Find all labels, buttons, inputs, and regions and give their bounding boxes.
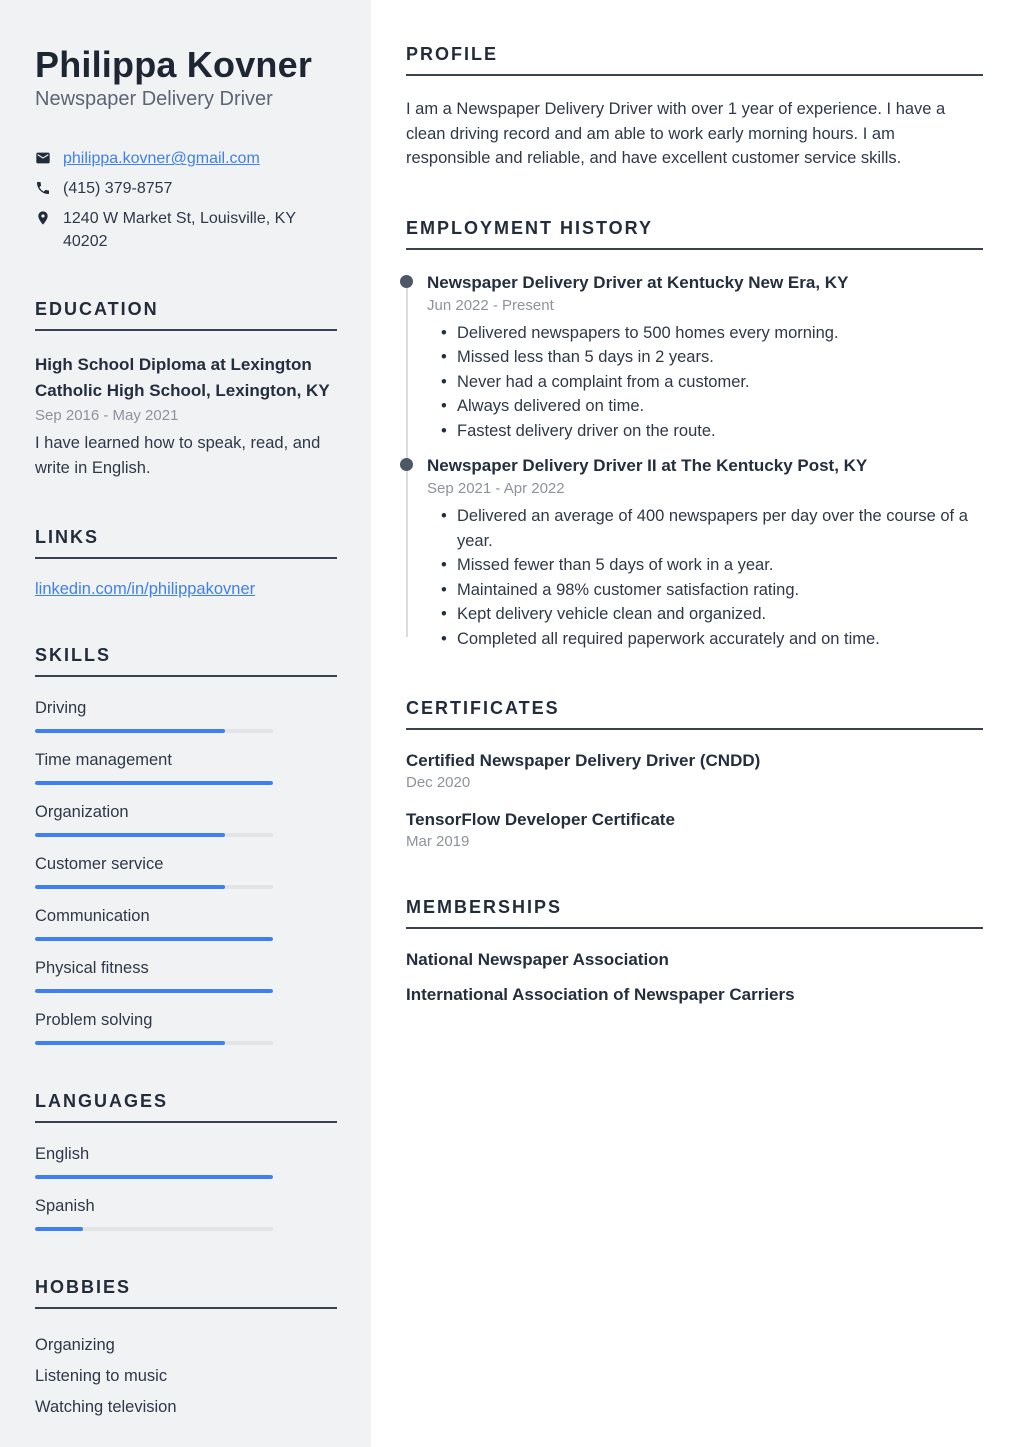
language-item: [35, 1196, 337, 1231]
job-bullet: • Kept delivery vehicle clean and organized.: [427, 602, 983, 627]
contact-block: [35, 147, 337, 253]
languages-section: [35, 1091, 337, 1231]
contact-phone-row: [35, 177, 337, 200]
skill-bar: [35, 729, 273, 733]
timeline-dot: [400, 458, 413, 471]
certificate-item: [406, 810, 983, 850]
education-heading: EDUCATION: [35, 299, 337, 331]
skill-bar: [35, 781, 273, 785]
skill-item: [35, 854, 337, 889]
skill-bar-fill: [35, 1041, 225, 1045]
profile-text: I am a Newspaper Delivery Driver with over 1 year of experience. I have a clean driving record and am able to work early morning hours. I am responsible and reliable, and have excellent customer service skills.: [406, 100, 946, 167]
links-heading: LINKS: [35, 527, 337, 559]
job-entry: [427, 454, 983, 651]
hobbies-heading: HOBBIES: [35, 1277, 337, 1309]
profile-section: [406, 44, 983, 171]
certificate-title: TensorFlow Developer Certificate: [406, 810, 675, 829]
phone-number: (415) 379-8757: [63, 180, 173, 198]
skill-label: Driving: [35, 699, 87, 718]
skill-bar-fill: [35, 885, 225, 889]
skill-label: Organization: [35, 803, 129, 822]
skill-label: Communication: [35, 907, 150, 926]
job-title: Newspaper Delivery Driver II at The Kentucky Post, KY: [427, 456, 868, 475]
contact-email-row: [35, 147, 337, 170]
job-bullet: • Fastest delivery driver on the route.: [427, 419, 983, 444]
skill-bar-fill: [35, 781, 273, 785]
job-bullet: • Never had a complaint from a customer.: [427, 370, 983, 395]
education-item: [35, 352, 337, 481]
language-bar: [35, 1175, 273, 1179]
profile-heading: PROFILE: [406, 44, 983, 76]
employment-timeline: [406, 271, 983, 652]
job-entry: [427, 271, 983, 444]
person-job-title: Newspaper Delivery Driver: [35, 88, 273, 111]
employment-section: [406, 218, 983, 652]
education-section: [35, 299, 337, 481]
links-section: [35, 527, 337, 599]
job-bullet: • Always delivered on time.: [427, 394, 983, 419]
phone-icon: [35, 177, 63, 196]
hobby-item: Watching television: [35, 1398, 177, 1417]
hobby-item: Listening to music: [35, 1367, 168, 1386]
job-date: Jun 2022 - Present: [427, 296, 554, 314]
skill-item: [35, 1010, 337, 1045]
main-column: [406, 0, 983, 1052]
person-name: Philippa Kovner: [35, 44, 313, 85]
languages-heading: LANGUAGES: [35, 1091, 337, 1123]
skill-label: Customer service: [35, 855, 164, 874]
skills-heading: SKILLS: [35, 645, 337, 677]
skill-bar-fill: [35, 937, 273, 941]
skill-label: Time management: [35, 751, 172, 770]
certificates-heading: CERTIFICATES: [406, 698, 983, 730]
language-bar-fill: [35, 1175, 273, 1179]
location-pin-icon: [35, 207, 63, 226]
job-bullet: • Missed fewer than 5 days of work in a year.: [427, 553, 983, 578]
contact-address-row: [35, 207, 337, 253]
skill-item: [35, 958, 337, 993]
job-title: Newspaper Delivery Driver at Kentucky New Era, KY: [427, 272, 849, 292]
job-bullet: • Delivered an average of 400 newspapers per day over the course of a year.: [427, 504, 983, 553]
skill-bar: [35, 937, 273, 941]
skill-bar-fill: [35, 729, 225, 733]
hobbies-section: [35, 1277, 337, 1423]
skill-bar: [35, 1041, 273, 1045]
language-bar-fill: [35, 1227, 83, 1231]
job-bullet: • Completed all required paperwork accurately and on time.: [427, 627, 983, 652]
job-bullets: [427, 504, 983, 651]
education-degree: High School Diploma at Lexington Catholic High School, Lexington, KY: [35, 355, 330, 401]
skills-section: [35, 645, 337, 1045]
timeline-dot: [400, 275, 413, 288]
skill-item: [35, 802, 337, 837]
skill-item: [35, 698, 337, 733]
job-bullet: • Maintained a 98% customer satisfaction rating.: [427, 578, 983, 603]
email-link[interactable]: philippa.kovner@gmail.com: [63, 150, 260, 168]
skill-bar: [35, 885, 273, 889]
language-label: Spanish: [35, 1197, 95, 1216]
membership-item: National Newspaper Association: [406, 950, 669, 969]
certificates-section: [406, 698, 983, 850]
job-bullet: • Delivered newspapers to 500 homes every morning.: [427, 321, 983, 346]
language-bar: [35, 1227, 273, 1231]
sidebar: [0, 0, 371, 1447]
skill-bar-fill: [35, 989, 273, 993]
employment-heading: EMPLOYMENT HISTORY: [406, 218, 983, 250]
certificate-title: Certified Newspaper Delivery Driver (CNDD): [406, 751, 761, 770]
language-label: English: [35, 1145, 90, 1164]
memberships-section: [406, 897, 983, 1005]
skill-bar-fill: [35, 833, 225, 837]
language-item: [35, 1144, 337, 1179]
education-date: Sep 2016 - May 2021: [35, 407, 179, 425]
skill-item: [35, 906, 337, 941]
certificate-date: Mar 2019: [406, 833, 470, 850]
certificate-item: [406, 751, 983, 791]
memberships-heading: MEMBERSHIPS: [406, 897, 983, 929]
linkedin-link[interactable]: linkedin.com/in/philippakovner: [35, 580, 256, 599]
email-icon: [35, 147, 63, 166]
job-bullet: • Missed less than 5 days in 2 years.: [427, 345, 983, 370]
job-bullets: [427, 321, 983, 444]
skill-label: Physical fitness: [35, 959, 149, 978]
certificate-date: Dec 2020: [406, 774, 471, 791]
address-text: 1240 W Market St, Louisville, KY 40202: [63, 210, 296, 251]
membership-item: International Association of Newspaper Carriers: [406, 985, 795, 1004]
skill-label: Problem solving: [35, 1011, 153, 1030]
education-description: I have learned how to speak, read, and write in English.: [35, 434, 321, 478]
skill-item: [35, 750, 337, 785]
skill-bar: [35, 989, 273, 993]
skill-bar: [35, 833, 273, 837]
hobby-item: Organizing: [35, 1336, 115, 1355]
job-date: Sep 2021 - Apr 2022: [427, 480, 565, 497]
